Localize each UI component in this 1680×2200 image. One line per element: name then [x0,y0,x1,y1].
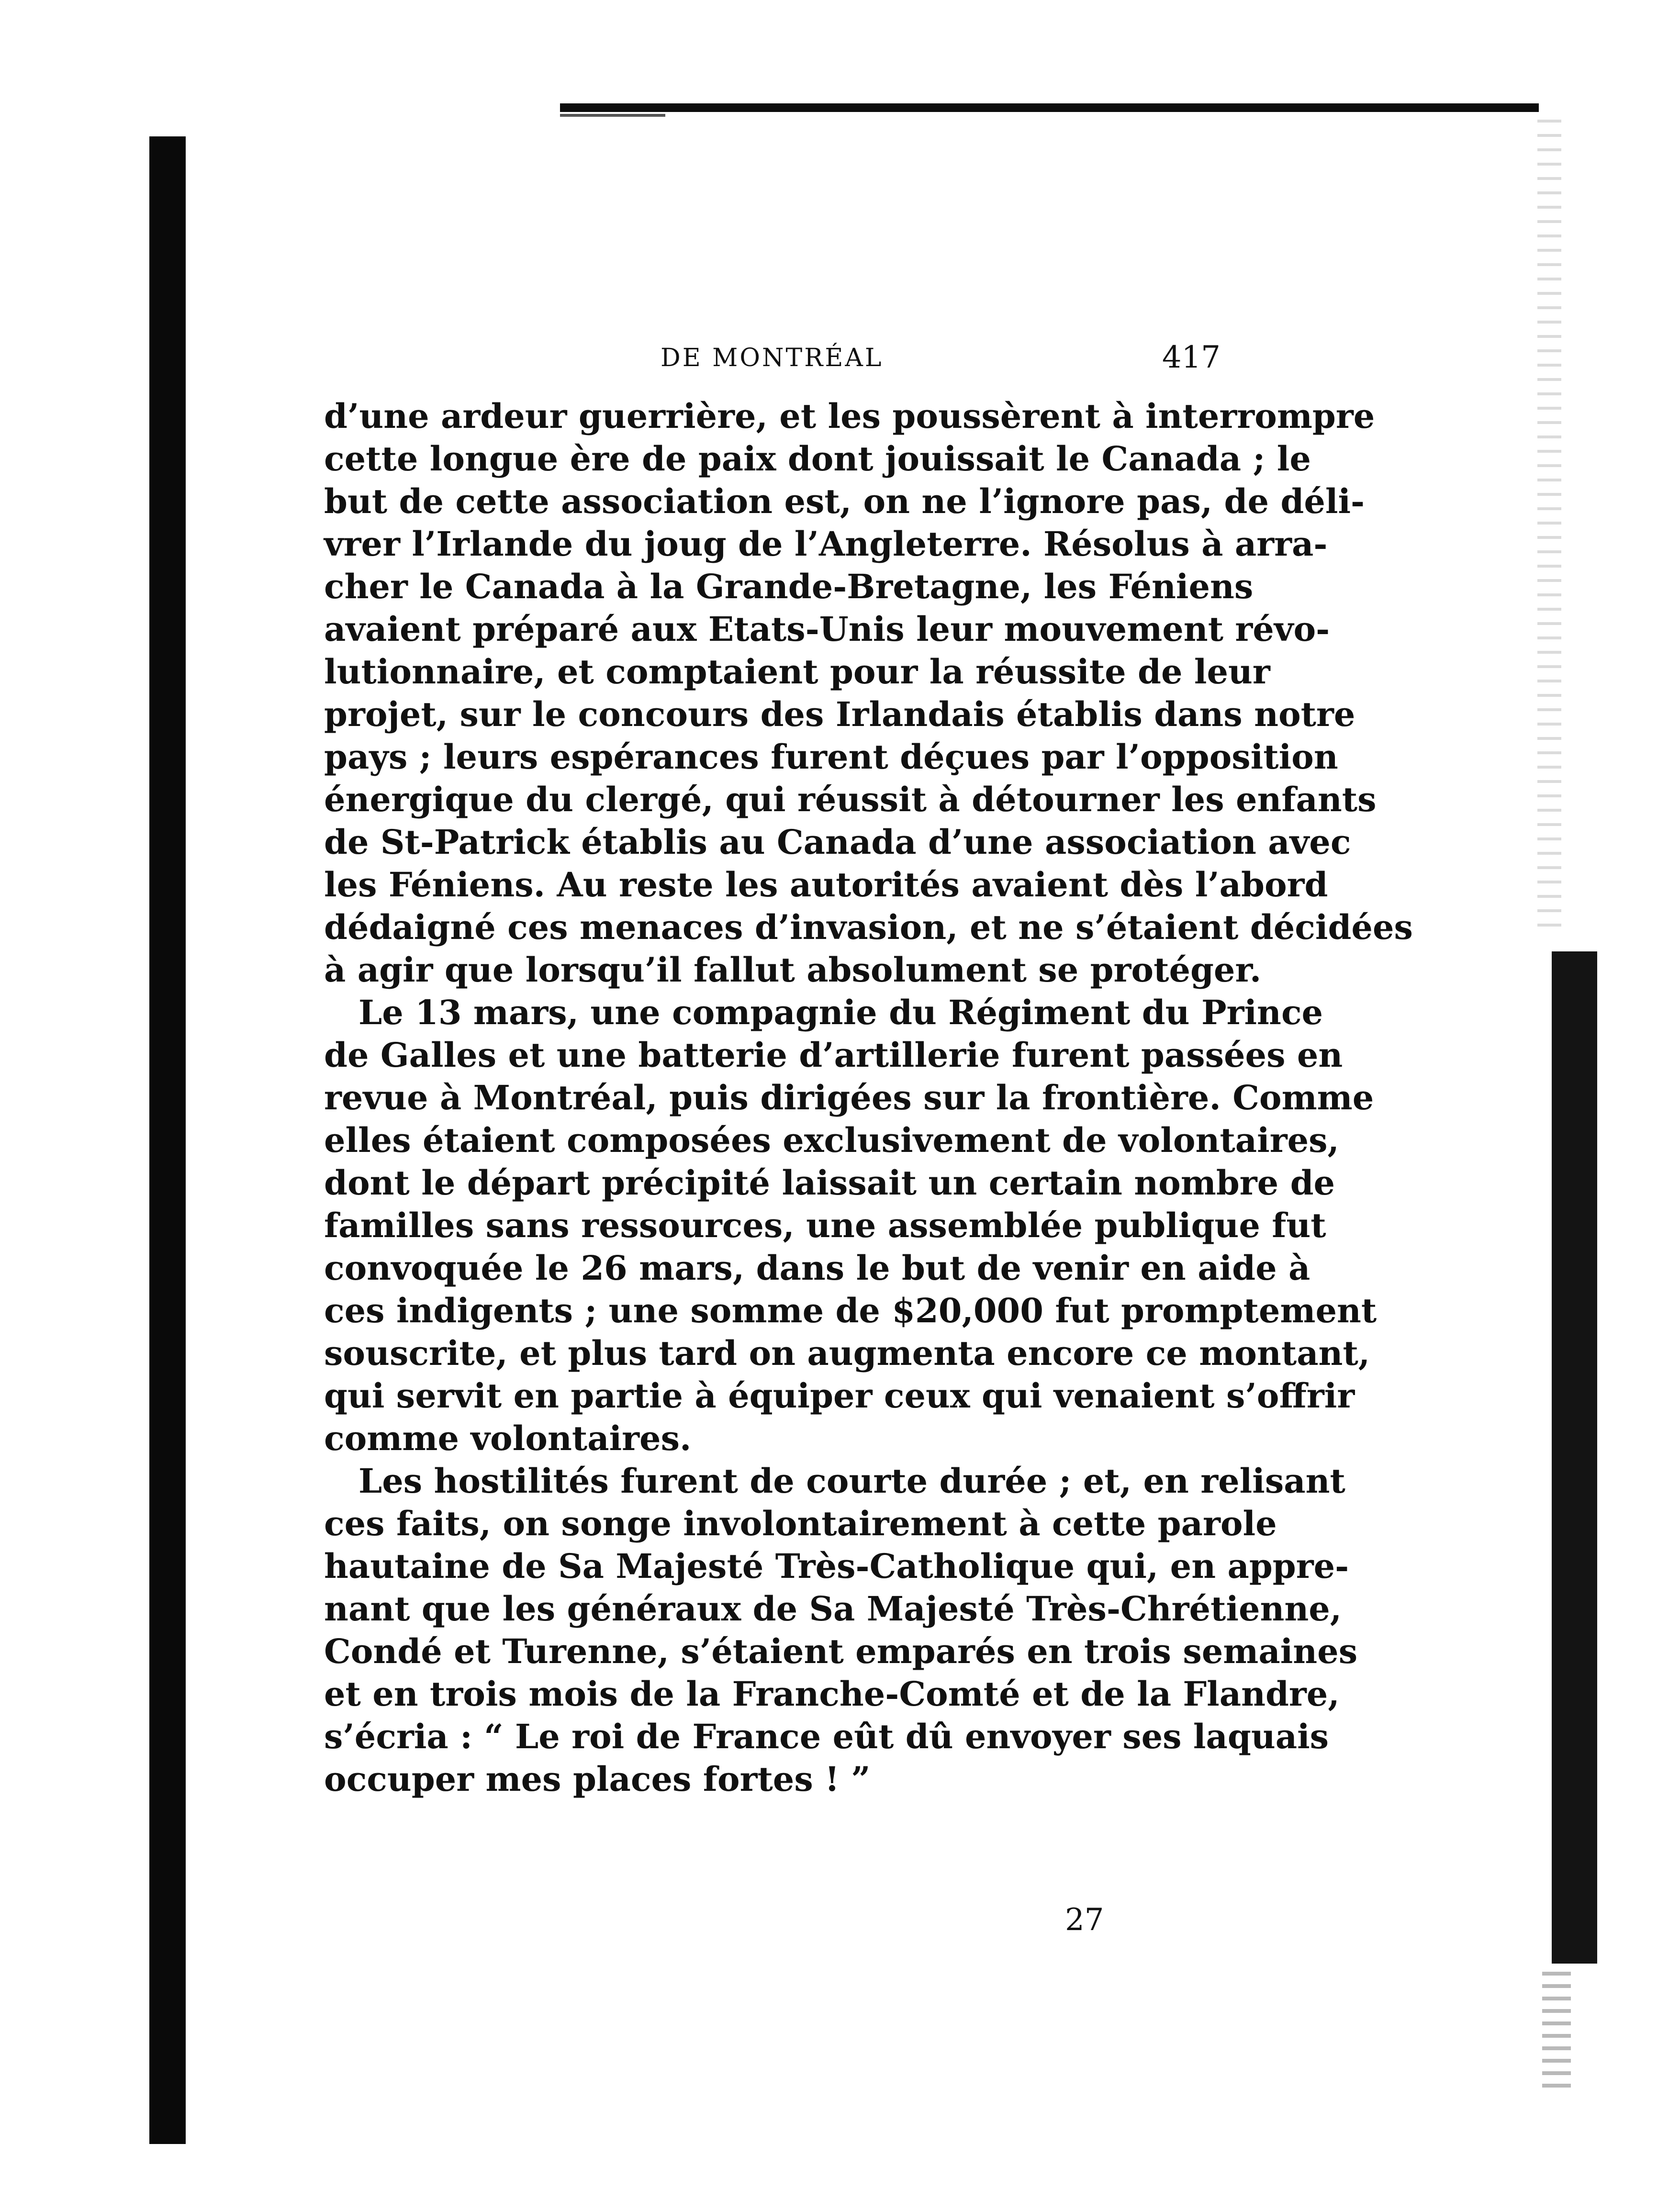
scan-top-rule [560,103,1539,112]
text-line: ces indigents ; une somme de $20,000 fut promptement [324,1291,1377,1330]
text-line: de St-Patrick établis au Canada d’une association avec [324,822,1351,862]
scan-top-rule-stub [560,114,665,117]
page-header [325,340,1221,383]
text-line: elles étaient composées exclusivement de volontaires, [324,1120,1339,1160]
text-line: s’écria : “ Le roi de France eût dû envoyer ses laquais [324,1717,1329,1756]
scan-right-edge-shadow [1552,951,1597,1964]
text-line: occuper mes places fortes ! ” [324,1759,871,1799]
scan-right-edge-noise-lower [1542,1972,1571,2096]
text-line: cette longue ère de paix dont jouissait le Canada ; le [324,439,1311,479]
text-line: souscrite, et plus tard on augmenta encore ce montant, [324,1333,1370,1373]
text-line: avaient préparé aux Etats-Unis leur mouvement révo- [324,609,1330,649]
paragraph-start-line: Le 13 mars, une compagnie du Régiment du Prince [358,993,1323,1032]
page-number: 417 [1162,340,1221,375]
text-line: convoquée le 26 mars, dans le but de venir en aide à [324,1248,1310,1288]
text-line: et en trois mois de la Franche-Comté et de la Flandre, [324,1674,1340,1714]
text-line: projet, sur le concours des Irlandais établis dans notre [324,694,1355,734]
text-line: cher le Canada à la Grande-Bretagne, les Féniens [324,567,1254,606]
text-line: d’une ardeur guerrière, et les poussèrent à interrompre [324,396,1375,436]
text-line: les Féniens. Au reste les autorités avaient dès l’abord [324,865,1328,905]
text-line: énergique du clergé, qui réussit à détourner les enfants [324,780,1377,819]
text-line: pays ; leurs espérances furent déçues par l’opposition [324,737,1338,777]
text-line: ces faits, on songe involontairement à cette parole [324,1504,1277,1543]
text-line: Condé et Turenne, s’étaient emparés en trois semaines [324,1631,1358,1671]
text-line: lutionnaire, et comptaient pour la réussite de leur [324,652,1270,692]
scan-right-edge-noise [1537,120,1561,933]
text-line: dédaigné ces menaces d’invasion, et ne s’étaient décidées [324,907,1413,947]
text-line: but de cette association est, on ne l’ignore pas, de déli- [324,481,1365,521]
text-line: nant que les généraux de Sa Majesté Très-Chrétienne, [324,1589,1342,1629]
text-line: hautaine de Sa Majesté Très-Catholique qui, en appre- [324,1546,1349,1586]
scan-left-edge-shadow [149,136,186,2144]
paragraph-start-line: Les hostilités furent de courte durée ; et, en relisant [358,1461,1345,1501]
signature-mark: 27 [1065,1902,1104,1938]
body-text [324,395,1413,1800]
text-line: comme volontaires. [324,1418,692,1458]
text-line: qui servit en partie à équiper ceux qui venaient s’offrir [324,1376,1355,1416]
text-line: vrer l’Irlande du joug de l’Angleterre. Résolus à arra- [324,524,1328,564]
text-line: familles sans ressources, une assemblée publique fut [324,1206,1326,1245]
text-line: revue à Montréal, puis dirigées sur la frontière. Comme [324,1078,1374,1117]
text-line: à agir que lorsqu’il fallut absolument se protéger. [324,950,1262,990]
text-line: dont le départ précipité laissait un certain nombre de [324,1163,1335,1203]
text-line: de Galles et une batterie d’artillerie furent passées en [324,1035,1343,1075]
running-title: DE MONTRÉAL [661,344,884,372]
